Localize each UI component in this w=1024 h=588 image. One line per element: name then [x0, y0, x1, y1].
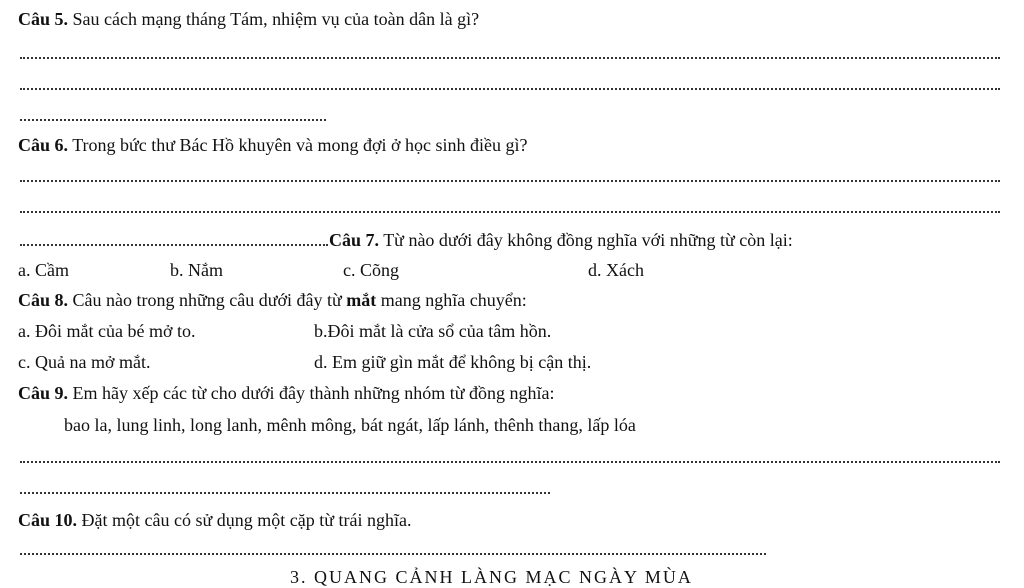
question-9-text: Em hãy xếp các từ cho dưới đây thành những nhóm từ đồng nghĩa:	[68, 383, 555, 403]
next-section-heading-cut: 3. QUANG CẢNH LÀNG MẠC NGÀY MÙA	[290, 567, 693, 587]
question-9	[18, 382, 554, 404]
question-6	[18, 134, 528, 156]
question-10	[18, 509, 411, 531]
question-8-text-before: Câu nào trong những câu dưới đây từ	[68, 290, 347, 310]
answer-line-5-2[interactable]	[20, 88, 1000, 90]
question-5	[18, 8, 479, 30]
question-10-label: Câu 10.	[18, 510, 78, 530]
question-9-word-list: bao la, lung linh, long lanh, mênh mông, bát ngát, lấp lánh, thênh thang, lấp lóa	[64, 415, 636, 435]
question-5-text: Sau cách mạng tháng Tám, nhiệm vụ của toàn dân là gì?	[68, 9, 480, 29]
q8-option-a[interactable]: a. Đôi mắt của bé mở to.	[18, 321, 196, 341]
q8-option-b[interactable]: b.Đôi mắt là cửa sổ của tâm hồn.	[314, 321, 552, 341]
q8-option-c[interactable]: c. Quả na mở mắt.	[18, 352, 151, 372]
answer-line-6-2[interactable]	[20, 211, 1000, 213]
question-8-label: Câu 8.	[18, 290, 69, 310]
question-8-keyword: mắt	[346, 290, 377, 310]
q7-option-c[interactable]: c. Cõng	[343, 260, 399, 280]
q7-option-a[interactable]: a. Cầm	[18, 260, 69, 280]
answer-line-10-1[interactable]	[20, 553, 766, 555]
q8-option-d[interactable]: d. Em giữ gìn mắt để không bị cận thị.	[314, 352, 592, 372]
question-6-text: Trong bức thư Bác Hồ khuyên và mong đợi ở học sinh điều gì?	[68, 135, 528, 155]
answer-line-5-3[interactable]	[20, 119, 326, 121]
answer-line-9-1[interactable]	[20, 461, 1000, 463]
question-7	[329, 229, 793, 251]
q7-option-d[interactable]: d. Xách	[588, 260, 644, 280]
question-8	[18, 289, 527, 311]
question-5-label: Câu 5.	[18, 9, 69, 29]
answer-line-5-1[interactable]	[20, 57, 1000, 59]
question-10-text: Đặt một câu có sử dụng một cặp từ trái nghĩa.	[77, 510, 412, 530]
question-9-label: Câu 9.	[18, 383, 69, 403]
question-8-text-after: mang nghĩa chuyển:	[376, 290, 527, 310]
question-6-label: Câu 6.	[18, 135, 69, 155]
answer-line-9-2[interactable]	[20, 492, 550, 494]
question-7-text: Từ nào dưới đây không đồng nghĩa với những từ còn lại:	[379, 230, 793, 250]
answer-line-6-1[interactable]	[20, 180, 1000, 182]
q7-option-b[interactable]: b. Nắm	[170, 260, 223, 280]
answer-line-6-3[interactable]	[20, 244, 328, 246]
question-7-label: Câu 7.	[329, 230, 380, 250]
